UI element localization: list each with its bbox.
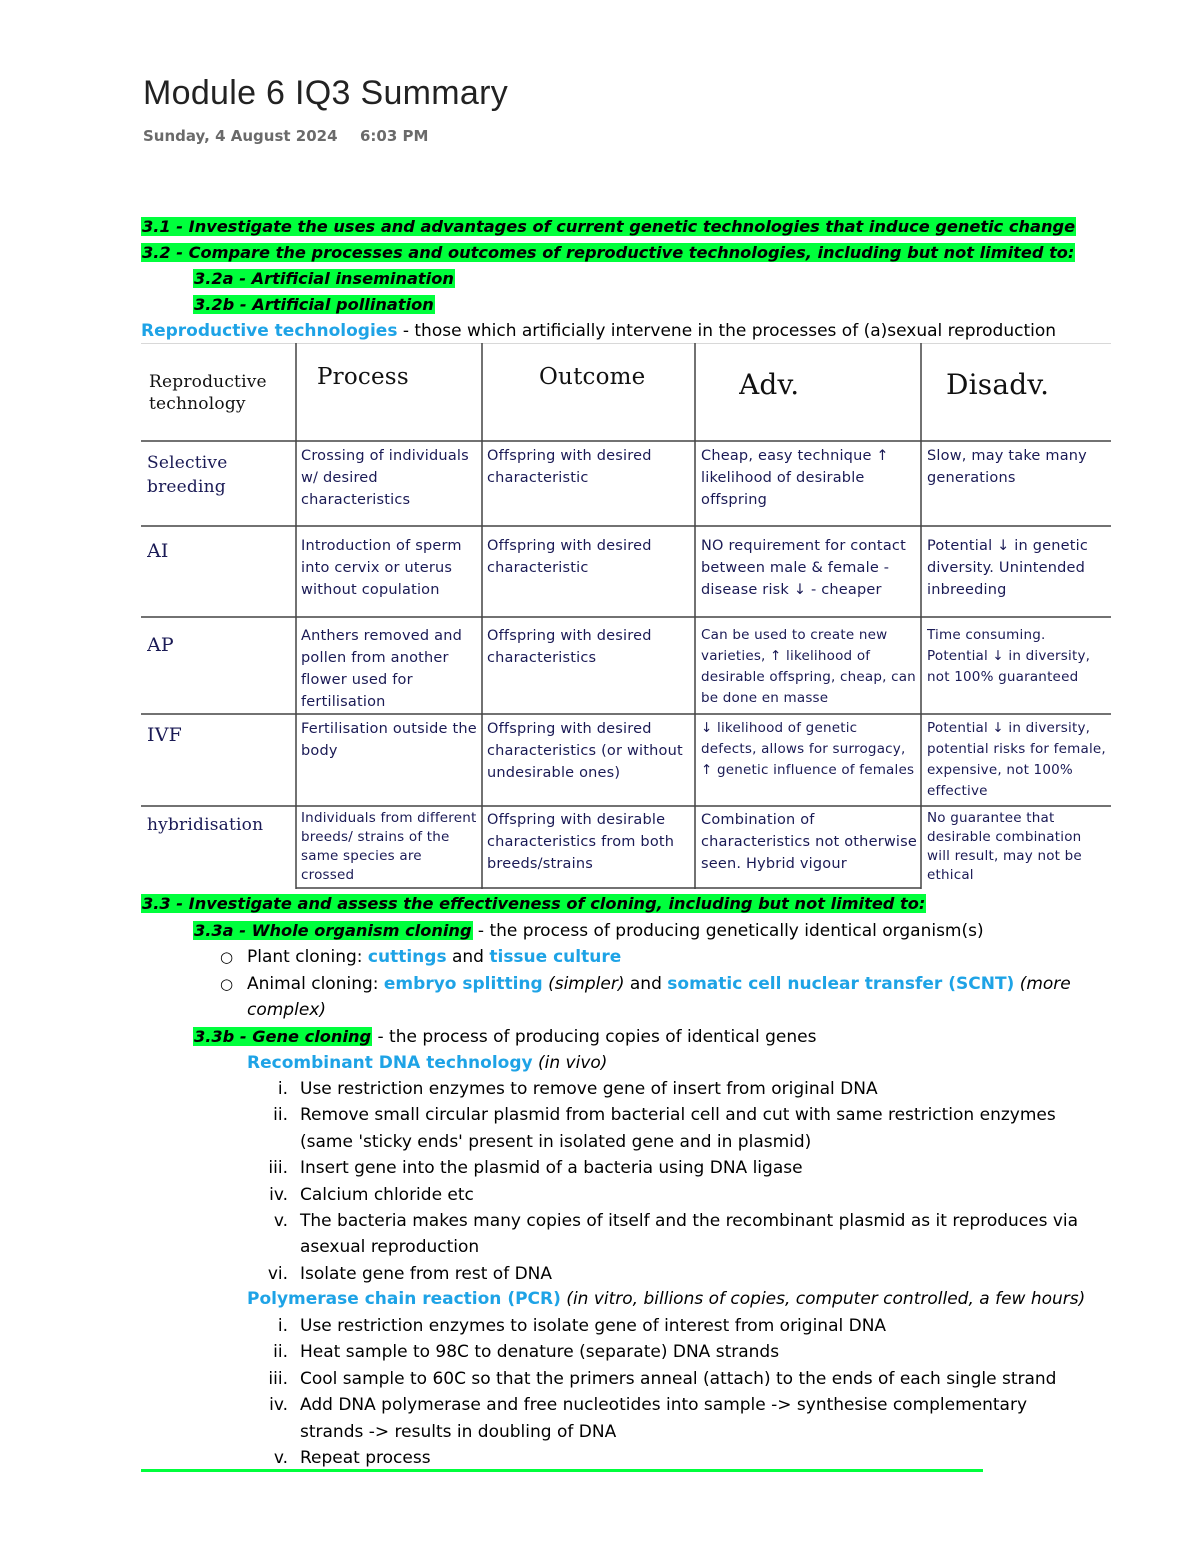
- row-tech-ivf: IVF: [147, 724, 183, 746]
- list-number: vi.: [267, 1263, 288, 1284]
- list-item: Remove small circular plasmid from bacterial cell and cut with same restriction enzymes: [300, 1105, 1056, 1126]
- table-cell: Offspring with desired characteristic: [487, 538, 652, 576]
- bottom-divider: [141, 1469, 983, 1472]
- list-item: Calcium chloride etc: [300, 1184, 474, 1205]
- table-cell: Slow, may take many generations: [927, 448, 1087, 486]
- table-cell: Potential ↓ in diversity, potential risks for female, expensive, not 100% effective: [927, 720, 1106, 799]
- header-reproductive-technology: Reproductive technology: [149, 372, 267, 414]
- table-cell: Combination of characteristics not otherwise seen. Hybrid vigour: [701, 812, 917, 872]
- list-item: Insert gene into the plasmid of a bacteria using DNA ligase: [300, 1158, 803, 1179]
- list-number: iv.: [269, 1184, 288, 1205]
- list-item: Heat sample to 98C to denature (separate) DNA strands: [300, 1342, 780, 1363]
- list-item: Use restriction enzymes to remove gene of insert from original DNA: [300, 1079, 878, 1099]
- page-date: Sunday, 4 August 2024: [143, 127, 338, 145]
- list-number: ii.: [273, 1105, 288, 1126]
- header-process: Process: [317, 364, 409, 390]
- list-number: iii.: [268, 1368, 288, 1389]
- list-number: v.: [273, 1211, 288, 1231]
- bullet-icon: ○: [220, 975, 234, 993]
- list-item: strands -> results in doubling of DNA: [300, 1421, 617, 1442]
- objective-3-1: 3.1 - Investigate the uses and advantages of current genetic technologies that induce genetic change: [142, 217, 1076, 236]
- table-cell: Cheap, easy technique ↑ likelihood of desirable offspring: [701, 448, 889, 508]
- row-tech-hybridisation: hybridisation: [147, 815, 264, 835]
- objective-3-3a: 3.3a - Whole organism cloning - the process of producing genetically identical organism(s): [194, 921, 984, 941]
- table-cell: Offspring with desired characteristic: [487, 448, 652, 486]
- table-cell: Can be used to create new varieties, ↑ likelihood of desirable offspring, cheap, can be done en masse: [701, 627, 916, 706]
- objective-3-2a: 3.2a - Artificial insemination: [194, 269, 454, 288]
- table-cell: NO requirement for contact between male & female - disease risk ↓ - cheaper: [701, 538, 906, 598]
- list-item: Use restriction enzymes to isolate gene of interest from original DNA: [300, 1316, 887, 1336]
- table-cell: Time consuming. Potential ↓ in diversity, not 100% guaranteed: [927, 627, 1091, 685]
- objective-3-2: 3.2 - Compare the processes and outcomes of reproductive technologies, including but not limited to:: [142, 243, 1075, 262]
- repro-tech-definition: Reproductive technologies - those which artificially intervene in the processes of (a)sexual reproduction: [141, 321, 1057, 341]
- header-disadvantages: Disadv.: [946, 371, 1050, 399]
- header-advantages: Adv.: [739, 371, 800, 399]
- row-tech-ai: AI: [147, 540, 169, 562]
- repro-tech-term: Reproductive technologies: [141, 321, 398, 341]
- table-cell: Potential ↓ in genetic diversity. Unintended inbreeding: [927, 538, 1089, 598]
- header-outcome: Outcome: [539, 364, 646, 390]
- table-cell: Introduction of sperm into cervix or uterus without copulation: [301, 538, 462, 598]
- objective-3-2b: 3.2b - Artificial pollination: [194, 295, 434, 314]
- objective-3-3: 3.3 - Investigate and assess the effectiveness of cloning, including but not limited to:: [142, 894, 926, 913]
- row-tech-ap: AP: [147, 634, 174, 656]
- list-item: (same 'sticky ends' present in isolated gene and in plasmid): [300, 1131, 812, 1152]
- table-cell: No guarantee that desirable combination will result, may not be ethical: [927, 810, 1082, 883]
- table-grid: [141, 343, 1111, 889]
- repro-tech-table: [141, 343, 1111, 889]
- list-number: iii.: [268, 1158, 288, 1179]
- list-item: Isolate gene from rest of DNA: [300, 1263, 553, 1284]
- table-cell: Offspring with desirable characteristics from both breeds/strains: [487, 812, 675, 872]
- list-item: Add DNA polymerase and free nucleotides into sample -> synthesise complementary: [300, 1395, 1028, 1416]
- rdna-heading: Recombinant DNA technology (in vivo): [247, 1053, 608, 1073]
- row-tech-selective-breeding: Selective breeding: [147, 453, 228, 497]
- list-item: asexual reproduction: [300, 1237, 480, 1258]
- pcr-heading: Polymerase chain reaction (PCR) (in vitro, billions of copies, computer controlled, a few hours): [247, 1289, 1086, 1309]
- plant-cloning-line: Plant cloning: cuttings and tissue culture: [247, 947, 622, 967]
- list-item: The bacteria makes many copies of itself and the recombinant plasmid as it reproduces via: [300, 1211, 1079, 1231]
- list-item: Repeat process: [300, 1448, 431, 1468]
- table-cell: Offspring with desired characteristics (or without undesirable ones): [487, 721, 683, 781]
- page-time: 6:03 PM: [360, 127, 429, 145]
- animal-cloning-line: Animal cloning: embryo splitting (simpler) and somatic cell nuclear transfer (SCNT) (more: [247, 974, 1071, 994]
- table-cell: Anthers removed and pollen from another flower used for fertilisation: [301, 628, 462, 710]
- list-number: v.: [273, 1448, 288, 1468]
- table-cell: Fertilisation outside the body: [301, 721, 477, 759]
- list-number: ii.: [273, 1342, 288, 1363]
- list-number: i.: [277, 1079, 288, 1099]
- table-cell: ↓ likelihood of genetic defects, allows for surrogacy, ↑ genetic influence of females: [701, 720, 915, 778]
- objective-3-3b: 3.3b - Gene cloning - the process of producing copies of identical genes: [194, 1027, 817, 1047]
- animal-cloning-continued: complex): [247, 1000, 326, 1020]
- table-cell: Offspring with desired characteristics: [487, 628, 652, 666]
- bullet-icon: ○: [220, 948, 234, 966]
- list-number: iv.: [269, 1395, 288, 1416]
- table-cell: Individuals from different breeds/ strains of the same species are crossed: [301, 810, 477, 883]
- list-number: i.: [277, 1316, 288, 1336]
- page-title: Module 6 IQ3 Summary: [143, 74, 509, 112]
- list-item: Cool sample to 60C so that the primers anneal (attach) to the ends of each single strand: [300, 1368, 1057, 1389]
- table-cell: Crossing of individuals w/ desired characteristics: [301, 448, 469, 508]
